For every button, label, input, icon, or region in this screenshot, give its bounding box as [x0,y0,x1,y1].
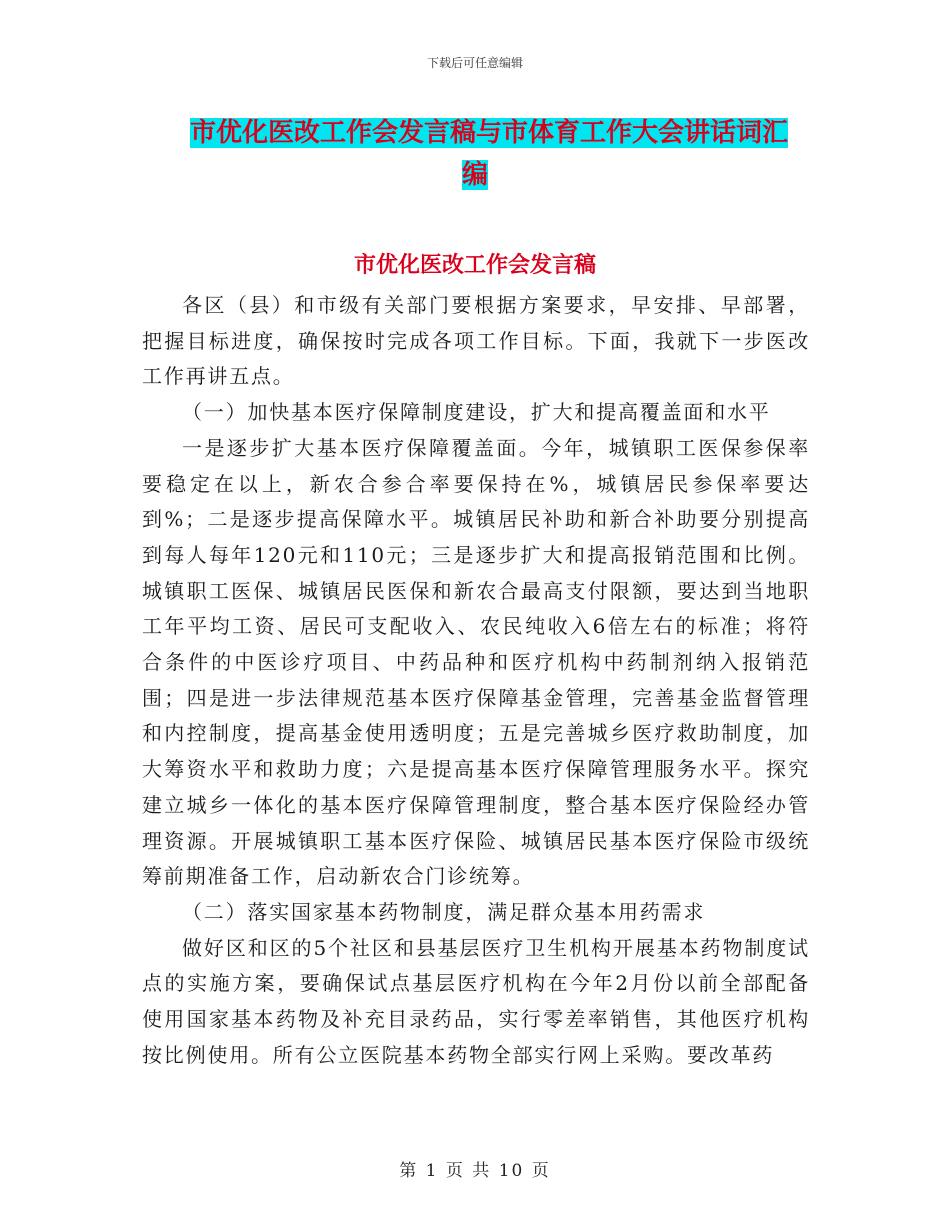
paragraph-heading: （一）加快基本医疗保障制度建设，扩大和提高覆盖面和水平 [182,400,771,425]
paragraph: 各区（县）和市级有关部门要根据方案要求，早安排、早部署，把握目标进度，确保按时完成各项工作目标。下面，我就下一步医改工作再讲五点。 [142,293,810,389]
paragraph-heading: （二）落实国家基本药物制度，满足群众基本用药需求 [182,899,706,924]
document-body [142,288,810,1073]
document-title-line2: 编 [461,160,488,190]
section-title: 市优化医改工作会发言稿 [353,253,596,278]
page-number: 第 1 页 共 10 页 [399,1161,551,1181]
document-title-line1: 市优化医改工作会发言稿与市体育工作大会讲话词汇 [190,118,789,148]
paragraph: 做好区和区的5个社区和县基层医疗卫生机构开展基本药物制度试点的实施方案，要确保试点基层医疗机构在今年2月份以前全部配备使用国家基本药物及补充目录药品，实行零差率销售，其他医疗机构按比例使用。所有公立医院基本药物全部实行网上采购。要改革药 [142,935,810,1067]
document-title [190,112,810,196]
header-note: 下载后可任意编辑 [426,56,523,70]
paragraph: 一是逐步扩大基本医疗保障覆盖面。今年，城镇职工医保参保率要稳定在以上，新农合参合率要保持在%，城镇居民参保率要达到%；二是逐步提高保障水平。城镇居民补助和新合补助要分别提高到每人每年120元和110元；三是逐步扩大和提高报销范围和比例。城镇职工医保、城镇居民医保和新农合最高支付限额，要达到当地职工年平均工资、居民可支配收入、农民纯收入6倍左右的标准；将符合条件的中医诊疗项目、中药品种和医疗机构中药制剂纳入报销范围；四是进一步法律规范基本医疗保障基金管理，完善基金监督管理和内控制度，提高基金使用透明度；五是完善城乡医疗救助制度，加大筹资水平和救助力度；六是提高基本医疗保障管理服务水平。探究建立城乡一体化的基本医疗保障管理制度，整合基本医疗保险经办管理资源。开展城镇职工基本医疗保险、城镇居民基本医疗保险市级统筹前期准备工作，启动新农合门诊统筹。 [142,435,810,889]
